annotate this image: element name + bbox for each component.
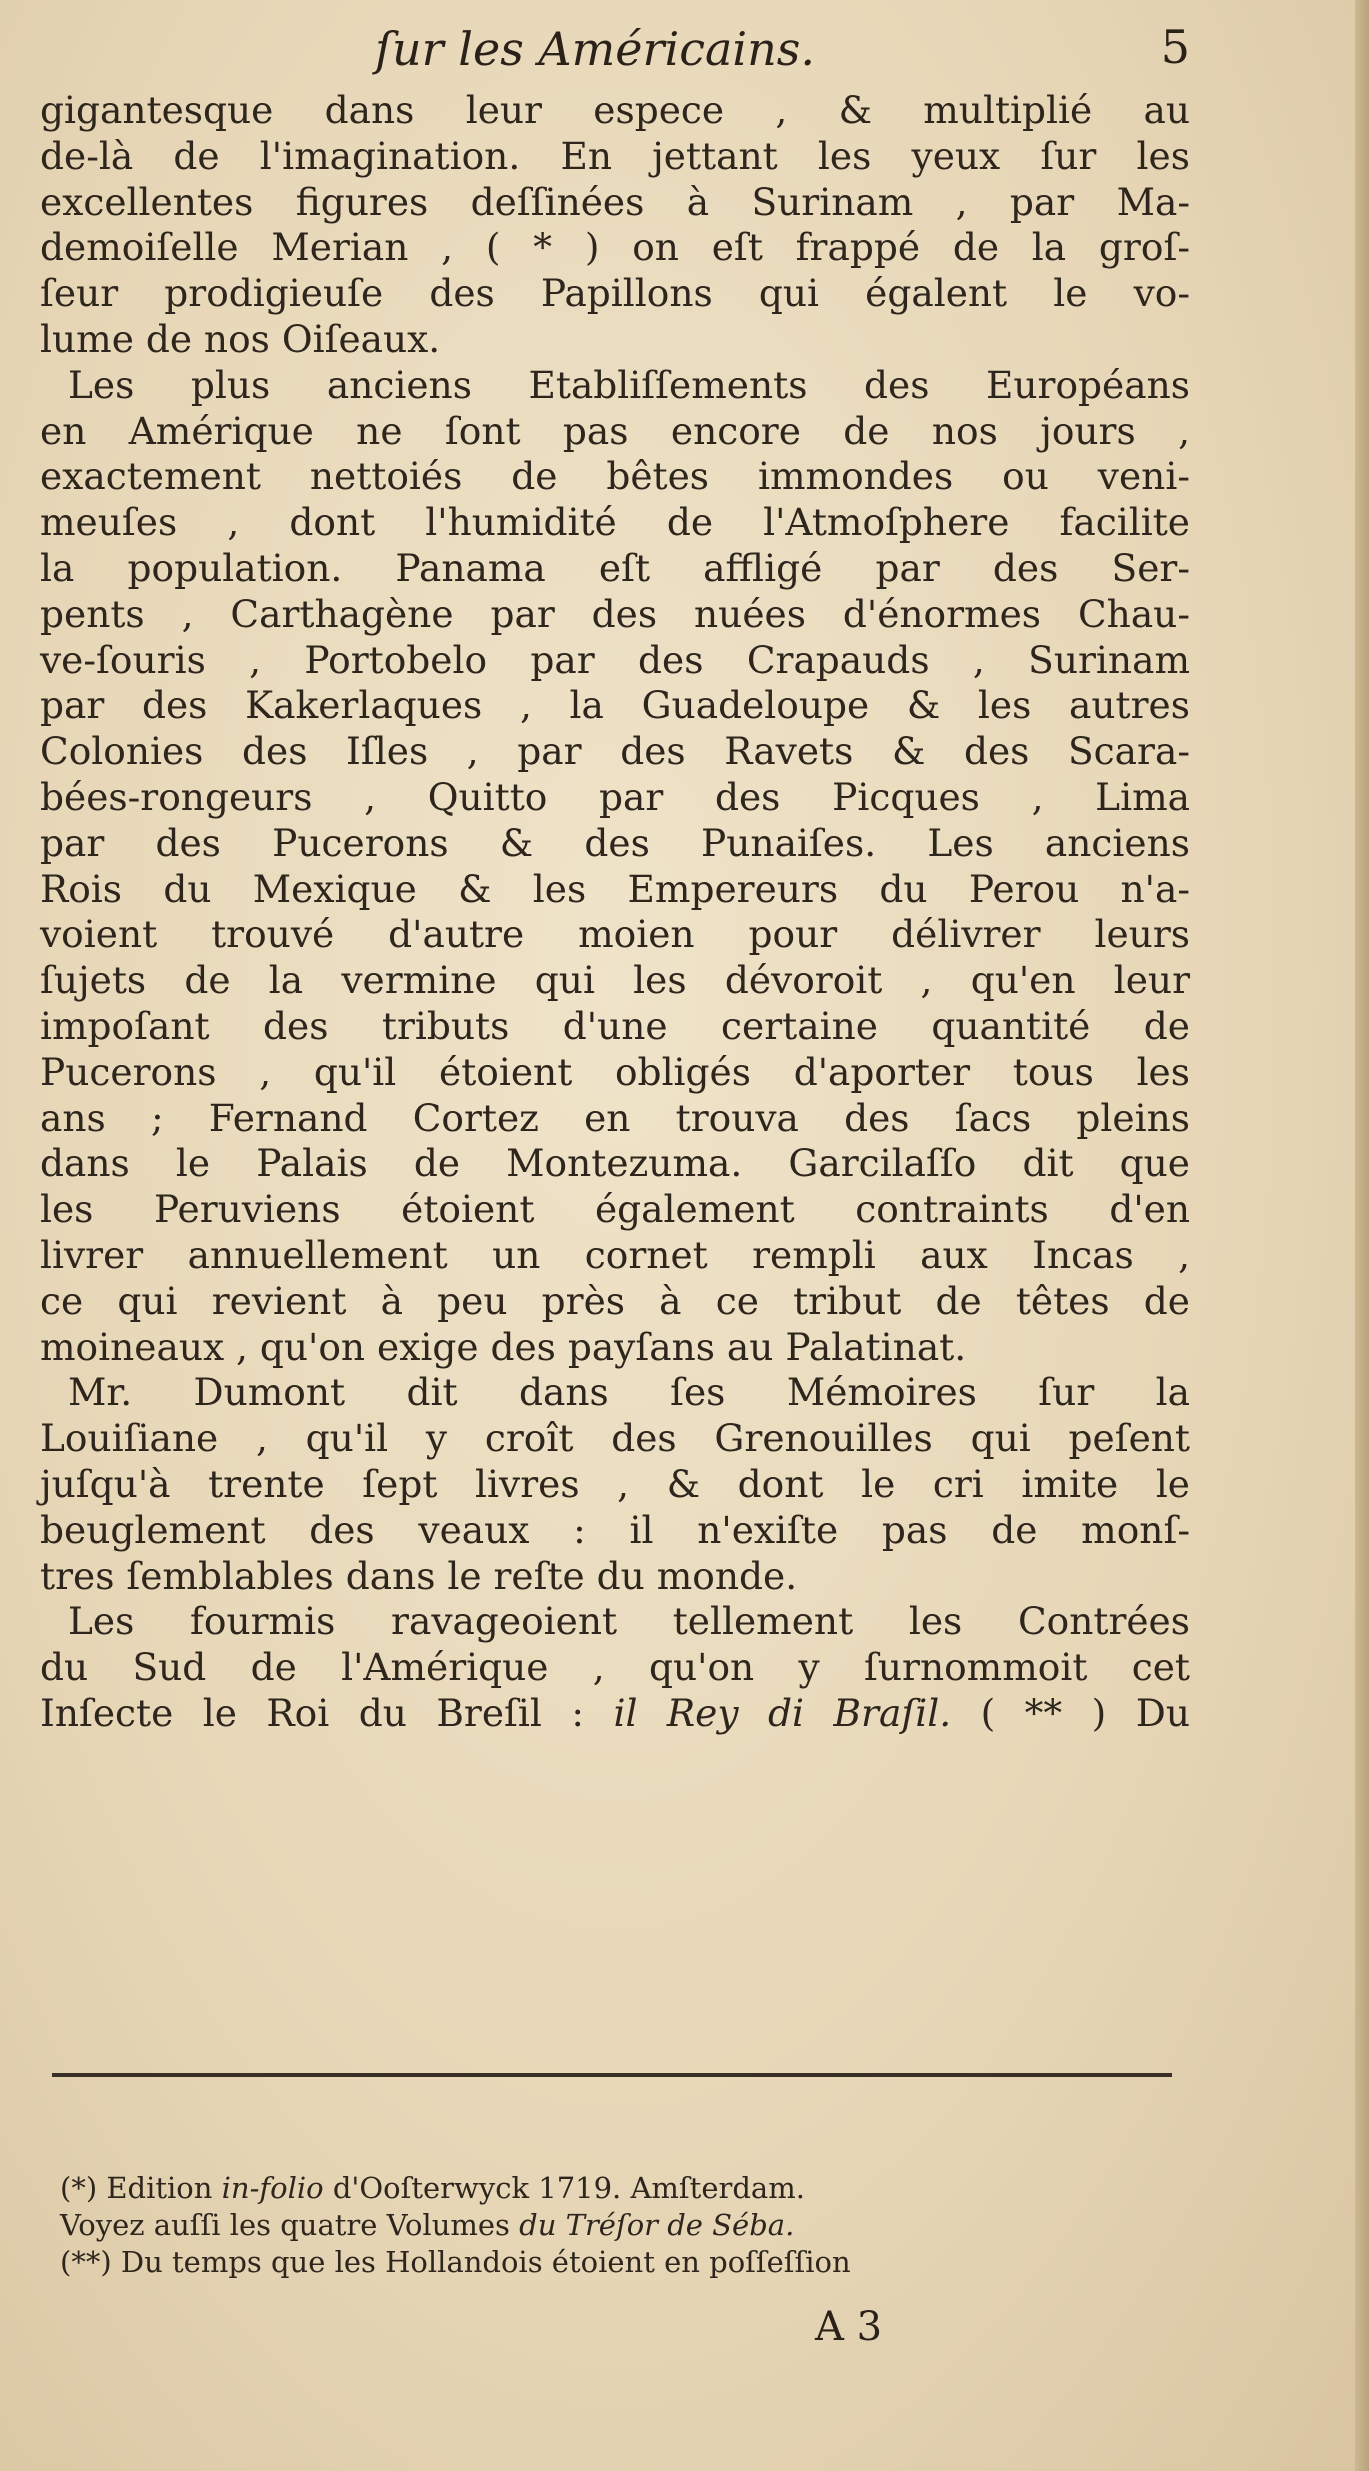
- text-line: Rois du Mexique & les Empereurs du Perou n'a-: [40, 866, 1190, 911]
- text-line: meuſes , dont l'humidité de l'Atmoſphere facilite: [40, 500, 1190, 545]
- footnote-italic: in-folio: [221, 2171, 324, 2205]
- text-line: ve-ſouris , Portobelo par des Crapauds , Surinam: [40, 637, 1190, 682]
- text-line: Pucerons , qu'il étoient obligés d'aporter tous les: [40, 1049, 1190, 1094]
- footnote-italic: du Tréſor de Séba.: [519, 2208, 795, 2242]
- text-line: lume de nos Oiſeaux.: [40, 316, 441, 361]
- line-text: Inſecte le Roi du Breſil :: [40, 1690, 614, 1735]
- text-line: beuglement des veaux : il n'exiſte pas de monſ-: [40, 1507, 1190, 1552]
- text-line: livrer annuellement un cornet rempli aux Incas ,: [40, 1232, 1190, 1277]
- footnote-text: Edition: [106, 2171, 222, 2205]
- text-line: par des Kakerlaques , la Guadeloupe & les autres: [40, 683, 1190, 728]
- running-title: ſur les Américains.: [375, 22, 815, 76]
- text-line: ſeur prodigieuſe des Papillons qui égalent le vo-: [40, 271, 1190, 316]
- text-line-last: [40, 1691, 1190, 1737]
- italic-phrase: il Rey di Braſil.: [613, 1690, 952, 1735]
- footnotes: [60, 2170, 1160, 2281]
- text-line: ans ; Fernand Cortez en trouva des ſacs pleins: [40, 1095, 1190, 1140]
- text-line: moineaux , qu'on exige des payſans au Palatinat.: [40, 1324, 967, 1369]
- signature-mark: A 3: [815, 2304, 883, 2350]
- text-line: ſujets de la vermine qui les dévoroit , qu'en leur: [40, 958, 1190, 1003]
- text-line: bées-rongeurs , Quitto par des Picques , Lima: [40, 774, 1190, 819]
- text-line: Les fourmis ravageoient tellement les Contrées: [68, 1599, 1190, 1644]
- page-edge: [1355, 0, 1369, 2471]
- text-line: Mr. Dumont dit dans ſes Mémoires ſur la: [68, 1370, 1190, 1415]
- text-line: de-là de l'imagination. En jettant les yeux ſur les: [40, 133, 1190, 178]
- text-line: exactement nettoiés de bêtes immondes ou veni-: [40, 454, 1190, 499]
- footnote-text: Voyez auſſi les quatre Volumes: [60, 2208, 520, 2242]
- text-line: Colonies des Iſles , par des Ravets & des Scara-: [40, 729, 1190, 774]
- text-line: juſqu'à trente ſept livres , & dont le cri imite le: [40, 1461, 1190, 1506]
- footnote-1-continued: [60, 2207, 1160, 2244]
- text-line: dans le Palais de Montezuma. Garcilaſſo dit que: [40, 1141, 1190, 1186]
- footnote-2: [60, 2244, 1160, 2281]
- text-line: les Peruviens étoient également contraints d'en: [40, 1187, 1190, 1232]
- text-line: excellentes figures deſſinées à Surinam , par Ma-: [40, 179, 1190, 224]
- page-number: 5: [1160, 20, 1190, 74]
- text-line: impoſant des tributs d'une certaine quantité de: [40, 1003, 1190, 1048]
- text-line: par des Pucerons & des Punaiſes. Les anciens: [40, 820, 1190, 865]
- footnote-1: [60, 2170, 1160, 2207]
- text-line: ce qui revient à peu près à ce tribut de têtes de: [40, 1278, 1190, 1323]
- text-line: voient trouvé d'autre moien pour délivrer leurs: [40, 912, 1190, 957]
- text-line: pents , Carthagène par des nuées d'énormes Chau-: [40, 591, 1190, 636]
- footnote-text: Du temps que les Hollandois étoient en poſſeſſion: [120, 2245, 851, 2279]
- footnote-rule: [52, 2073, 1172, 2077]
- text-line: la population. Panama eſt affligé par des Ser-: [40, 545, 1190, 590]
- text-line: tres ſemblables dans le reſte du monde.: [40, 1553, 798, 1598]
- text-line: en Amérique ne ſont pas encore de nos jours ,: [40, 408, 1190, 453]
- text-line: du Sud de l'Amérique , qu'on y ſurnommoit cet: [40, 1645, 1190, 1690]
- footnote-mark: (**): [60, 2245, 121, 2279]
- text-line: demoiſelle Merian , ( * ) on eſt frappé de la groſ-: [40, 225, 1190, 270]
- page-header: [40, 8, 1190, 88]
- body-text: [40, 88, 1190, 1737]
- footnote-mark: (*): [60, 2171, 107, 2205]
- line-text: ( ** ) Du: [951, 1690, 1190, 1735]
- text-line: Louiſiane , qu'il y croît des Grenouilles qui peſent: [40, 1416, 1190, 1461]
- text-line: gigantesque dans leur espece , & multiplié au: [40, 88, 1190, 132]
- footnote-text: d'Ooſterwyck 1719. Amſterdam.: [323, 2171, 805, 2205]
- text-line: Les plus anciens Etabliſſements des Européans: [68, 362, 1190, 407]
